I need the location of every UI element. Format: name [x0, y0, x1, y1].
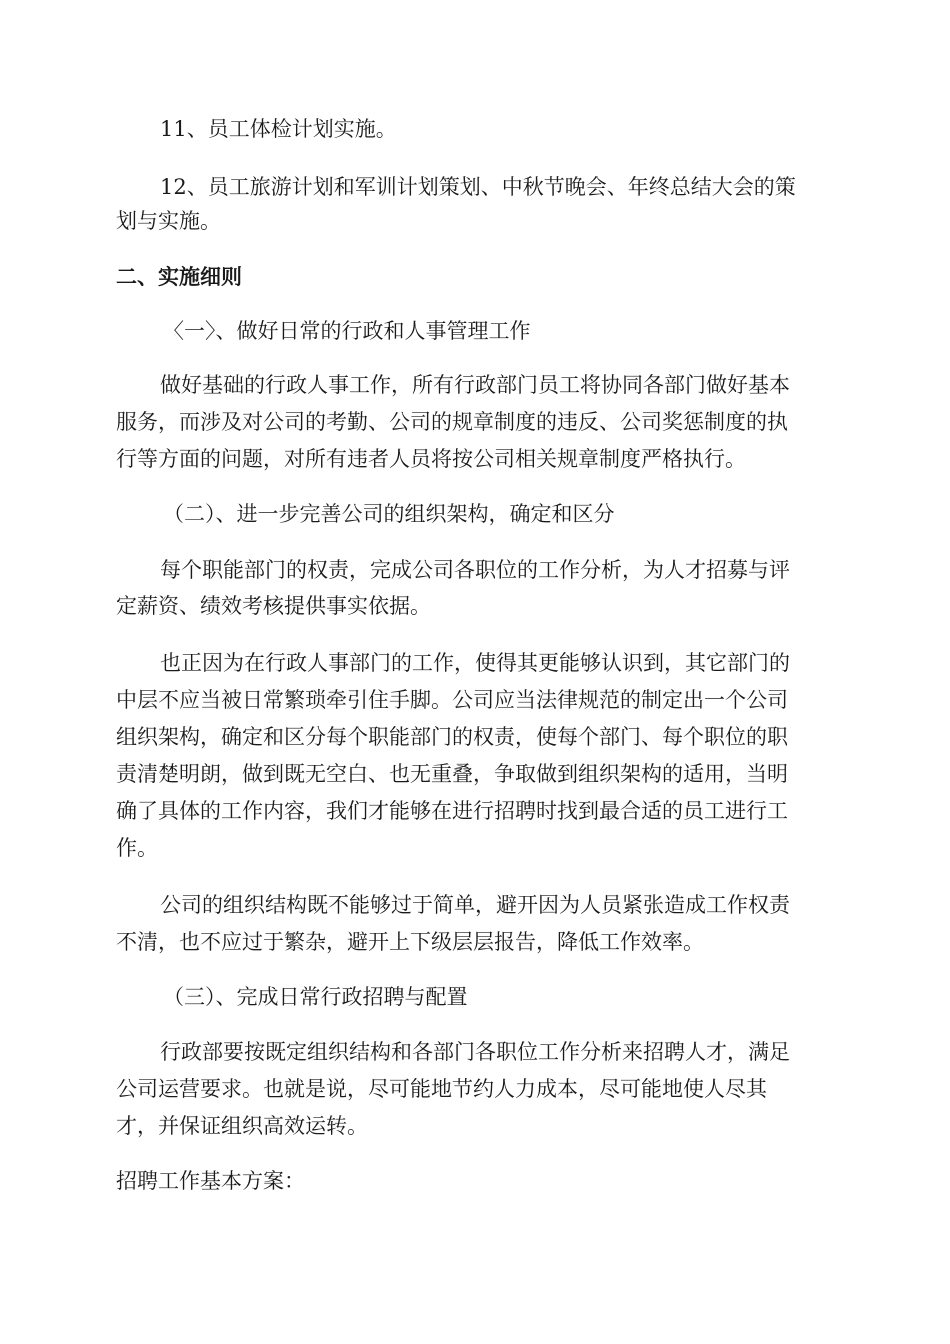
recruit-plan-label: 招聘工作基本方案： — [116, 1169, 305, 1193]
paragraph-line: 才，并保证组织高效运转。 — [116, 1114, 368, 1138]
paragraph-line: 服务，而涉及对公司的考勤、公司的规章制度的违反、公司奖惩制度的执 — [116, 410, 788, 434]
paragraph-line: 定薪资、绩效考核提供事实依据。 — [116, 594, 431, 618]
list-item-11: 11、员工体检计划实施。 — [160, 117, 397, 141]
list-item-12-line-2: 划与实施。 — [116, 209, 221, 233]
paragraph-line: 确了具体的工作内容，我们才能够在进行招聘时找到最合适的员工进行工 — [116, 799, 788, 823]
subsection-heading-3: （三）、完成日常行政招聘与配置 — [163, 985, 468, 1009]
paragraph-line: 不清，也不应过于繁杂，避开上下级层层报告，降低工作效率。 — [116, 930, 704, 954]
subsection-heading-1: 〈一〉、做好日常的行政和人事管理工作 — [163, 319, 531, 343]
paragraph-line: 中层不应当被日常繁琐牵引住手脚。公司应当法律规范的制定出一个公司 — [116, 688, 788, 712]
paragraph-line: 行政部要按既定组织结构和各部门各职位工作分析来招聘人才，满足 — [160, 1040, 790, 1064]
list-item-12-line-1: 12、员工旅游计划和军训计划策划、中秋节晚会、年终总结大会的策 — [160, 175, 796, 199]
section-heading: 二、实施细则 — [116, 265, 242, 289]
paragraph-line: 行等方面的问题，对所有违者人员将按公司相关规章制度严格执行。 — [116, 447, 746, 471]
paragraph-line: 也正因为在行政人事部门的工作，使得其更能够认识到，其它部门的 — [160, 651, 790, 675]
paragraph-line: 责清楚明朗，做到既无空白、也无重叠，争取做到组织架构的适用，当明 — [116, 762, 788, 786]
subsection-heading-2: （二）、进一步完善公司的组织架构，确定和区分 — [163, 502, 615, 526]
paragraph-line: 做好基础的行政人事工作，所有行政部门员工将协同各部门做好基本 — [160, 373, 790, 397]
paragraph-line: 公司的组织结构既不能够过于简单，避开因为人员紧张造成工作权责 — [160, 893, 790, 917]
paragraph-line: 作。 — [116, 836, 158, 860]
paragraph-line: 公司运营要求。也就是说，尽可能地节约人力成本，尽可能地使人尽其 — [116, 1077, 767, 1101]
paragraph-line: 组织架构，确定和区分每个职能部门的权责，使每个部门、每个职位的职 — [116, 725, 788, 749]
paragraph-line: 每个职能部门的权责，完成公司各职位的工作分析，为人才招募与评 — [160, 558, 790, 582]
